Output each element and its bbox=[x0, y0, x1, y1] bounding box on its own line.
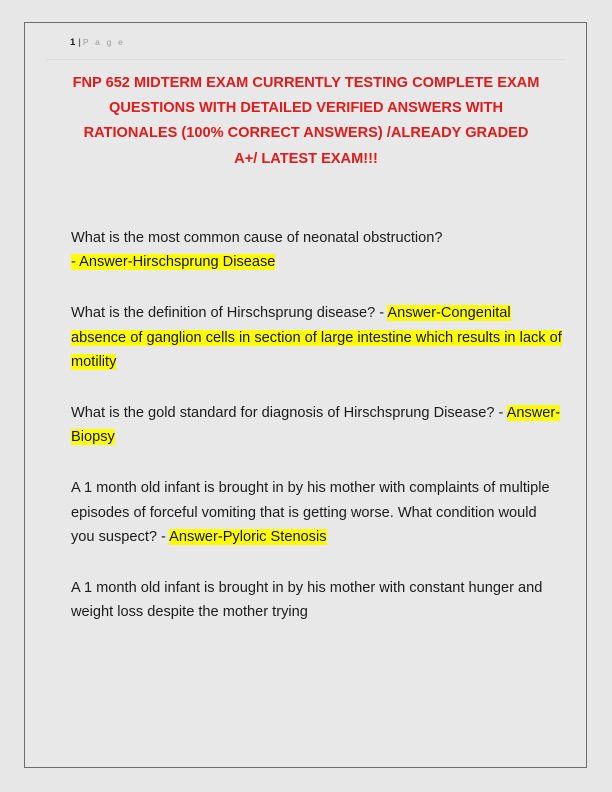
qa-answer: Answer-Pyloric Stenosis bbox=[169, 528, 327, 545]
qa-text bbox=[71, 301, 563, 374]
qa-text bbox=[71, 226, 563, 274]
document-title: FNP 652 MIDTERM EXAM CURRENTLY TESTING COMPLETE EXAM QUESTIONS WITH DETAILED VERIFIED ANSWERS WITH RATIONALES (100% CORRECT ANSWERS) /ALREADY GRADED A+/ LATEST EXAM!!! bbox=[72, 75, 540, 167]
header-divider bbox=[46, 59, 565, 60]
qa-block bbox=[71, 301, 563, 374]
document-body bbox=[71, 226, 563, 651]
page-header-text bbox=[70, 37, 586, 48]
qa-text bbox=[71, 401, 563, 449]
qa-answer: Answer-Congenital absence of ganglion cells in section of large intestine which results in lack of motility bbox=[71, 305, 562, 370]
qa-answer: - Answer-Hirschsprung Disease bbox=[71, 254, 276, 271]
qa-question: What is the most common cause of neonatal obstruction? bbox=[71, 230, 443, 246]
page-header bbox=[25, 23, 586, 59]
qa-text bbox=[71, 476, 563, 549]
qa-question: What is the definition of Hirschsprung disease? - bbox=[71, 305, 388, 322]
page-number: 1 bbox=[70, 37, 76, 48]
qa-block bbox=[71, 226, 563, 274]
qa-question: What is the gold standard for diagnosis of Hirschsprung Disease? - bbox=[71, 405, 507, 422]
page-header-separator: | bbox=[78, 37, 81, 47]
qa-text bbox=[71, 576, 563, 624]
qa-question: A 1 month old infant is brought in by his mother with constant hunger and weight loss despite the mother trying bbox=[71, 580, 543, 621]
qa-block bbox=[71, 576, 563, 624]
document-page bbox=[24, 22, 587, 768]
qa-question: A 1 month old infant is brought in by his mother with complaints of multiple episodes of forceful vomiting that is getting worse. What condition would you suspect? - bbox=[71, 480, 550, 545]
page-header-label: P a g e bbox=[82, 37, 126, 47]
qa-block bbox=[71, 401, 563, 449]
qa-block bbox=[71, 476, 563, 549]
qa-answer: Answer-Biopsy bbox=[71, 405, 561, 446]
